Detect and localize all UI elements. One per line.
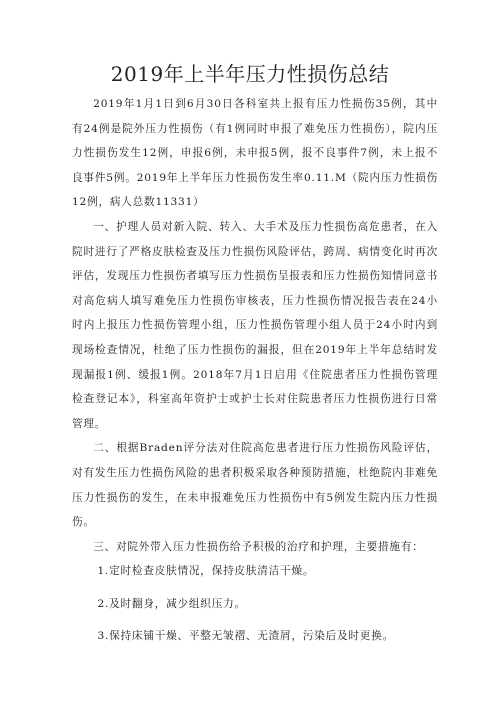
- document-title: 2019年上半年压力性损伤总结: [110, 62, 390, 86]
- paragraph-section-two: 二、根据Braden评分法对住院高危患者进行压力性损伤风险评估，对有发生压力性损伤风险的患者积极采取各种预防措施，杜绝院内非难免压力性损伤的发生，在未申报难免压力性损伤中有5例发生院内压力性损伤。: [72, 442, 438, 529]
- list-item: 2.及时翻身，减少组织压力。: [97, 597, 246, 610]
- document-body: [72, 92, 438, 649]
- list-item: 3.保持床铺干燥、平整无皱褶、无渣屑，污染后及时更换。: [97, 630, 394, 643]
- paragraph-summary: 2019年1月1日到6月30日各科室共上报有压力性损伤35例，其中有24例是院外压力性损伤（有1例同时申报了难免压力性损伤），院内压力性损伤发生12例，申报6例，未申报5例，报不良事件7例，未上报不良事件5例。2019年上半年压力性损伤发生率0.11.M（院内压力性损伤12例，病人总数11331）: [72, 98, 438, 209]
- paragraph-section-one: 一、护理人员对新入院、转入、大手术及压力性损伤高危患者，在入院时进行了严格皮肤检查及压力性损伤风险评估，跨周、病情变化时再次评估，发现压力性损伤者填写压力性损伤呈报表和压力性损伤知情同意书对高危病人填写难免压力性损伤审核表，压力性损伤情况报告表在24小时内上报压力性损伤管理小组，压力性损伤管理小组人员于24小时内到现场检查情况，杜绝了压力性损伤的漏报，但在2019年上半年总结时发现漏报1例、缓报1例。2018年7月1日启用《住院患者压力性损伤管理检查登记本》，科室高年资护士或护士长对住院患者压力性损伤进行日常管理。: [72, 220, 438, 430]
- list-item: 1.定时检查皮肤情况，保持皮肤清洁干燥。: [97, 565, 315, 578]
- paragraph-section-three: 三、对院外带入压力性损伤给予积极的治疗和护理，主要措施有：: [93, 540, 424, 553]
